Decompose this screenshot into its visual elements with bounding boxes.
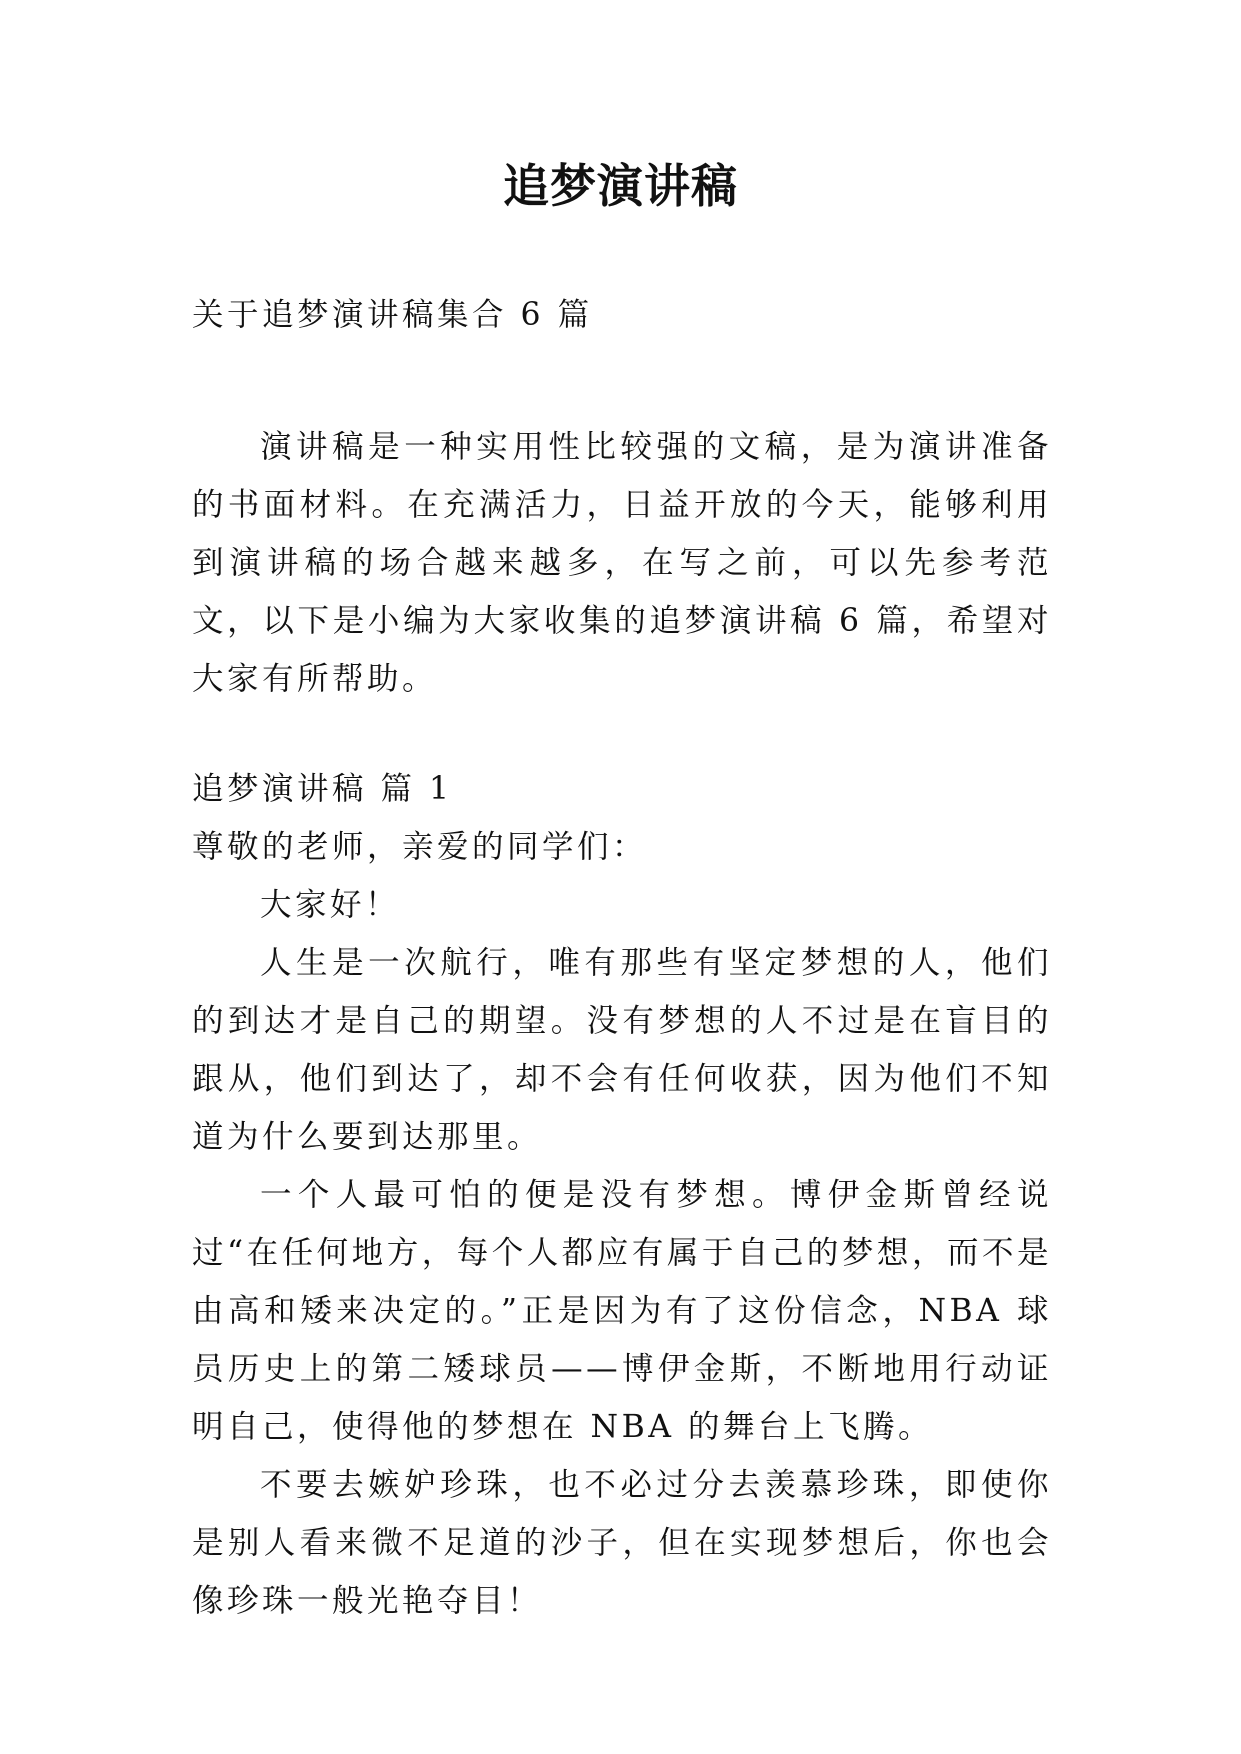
document-subtitle: 关于追梦演讲稿集合 6 篇	[192, 297, 593, 333]
document-title: 追梦演讲稿	[503, 159, 738, 213]
body-paragraph: 一个人最可怕的便是没有梦想。博伊金斯曾经说过“在任何地方，每个人都应有属于自己的梦想，而不是由高和矮来决定的。”正是因为有了这份信念，NBA 球员历史上的第二矮球员——博伊金斯，不断地用行动证明自己，使得他的梦想在 NBA 的舞台上飞腾。	[192, 1177, 1052, 1445]
salutation: 尊敬的老师，亲爱的同学们：	[192, 829, 648, 865]
intro-paragraph: 演讲稿是一种实用性比较强的文稿，是为演讲准备的书面材料。在充满活力，日益开放的今天，能够利用到演讲稿的场合越来越多，在写之前，可以先参考范文，以下是小编为大家收集的追梦演讲稿 6 篇，希望对大家有所帮助。	[192, 429, 1052, 697]
document-body	[192, 286, 1052, 1630]
body-paragraph: 人生是一次航行，唯有那些有坚定梦想的人，他们的到达才是自己的期望。没有梦想的人不过是在盲目的跟从，他们到达了，却不会有任何收获，因为他们不知道为什么要到达那里。	[192, 945, 1052, 1155]
section-heading: 追梦演讲稿 篇 1	[192, 771, 453, 807]
greeting: 大家好！	[260, 887, 401, 923]
body-paragraph: 不要去嫉妒珍珠，也不必过分去羡慕珍珠，即使你是别人看来微不足道的沙子，但在实现梦想后，你也会像珍珠一般光艳夺目！	[192, 1467, 1052, 1619]
